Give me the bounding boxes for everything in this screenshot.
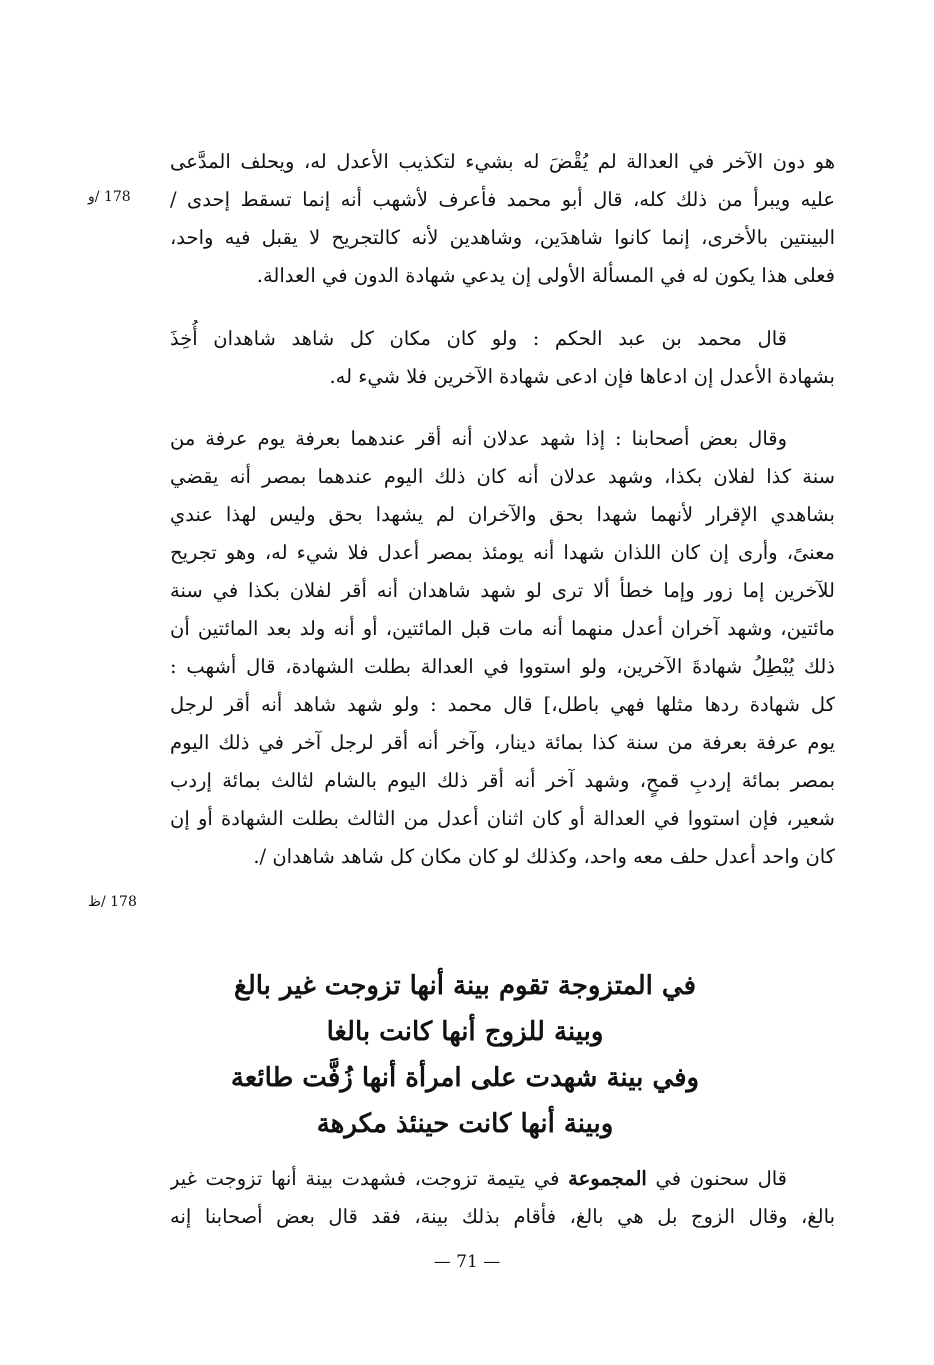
paragraph-line: قال محمد بن عبد الحكم : ولو كان مكان كل شاهد شاهدان أُخِذَ	[170, 327, 787, 350]
paragraph-line: يوم عرفة بعرفة من سنة كذا بمائة دينار، وآخر أنه أقر لرجل آخر في ذلك اليوم	[170, 731, 835, 754]
section-heading	[200, 963, 730, 1147]
paragraph-line: للآخرين إما زور وإما خطأ ألا ترى لو شهد شاهدان أنه أقر لفلان بكذا في سنة	[170, 579, 835, 602]
heading-line: في المتزوجة تقوم بينة أنها تزوجت غير بالغ	[234, 971, 696, 1001]
margin-folio-note-verso: 178 /ظ	[88, 894, 137, 910]
paragraph-line: معنىً، وأرى إن كان اللذان شهدا أنه يومئذ بمصر أعدل فلا شيء له، وهو تجريح	[170, 541, 835, 564]
paragraph-1	[170, 143, 835, 295]
paragraph-line: شعير، فإن استووا في العدالة أو كان اثنان أعدل من الثالث بطلت الشهادة أو إن	[170, 807, 835, 830]
page-number: — 71 —	[433, 1252, 501, 1272]
paragraph-line: البينتين بالأخرى، إنما كانوا شاهدَين، وشاهدين لأنه كالتجريح لا يقبل فيه واحد،	[170, 226, 835, 249]
paragraph-line: بشهادة الأعدل إن ادعاها فإن ادعى شهادة الآخرين فلا شيء له.	[329, 365, 835, 388]
paragraph-3	[170, 420, 835, 876]
paragraph-line: كان واحد أعدل حلف معه واحد، وكذلك لو كان مكان كل شاهد شاهدان /.	[253, 845, 835, 868]
paragraph-4	[170, 1160, 835, 1236]
paragraph-line: ذلك يُبْطِلُ شهادةَ الآخرين، ولو استووا في العدالة بطلت الشهادة، قال أشهب :	[170, 655, 835, 678]
heading-line: وفي بينة شهدت على امرأة أنها زُفَّت طائعة	[230, 1063, 700, 1093]
paragraph-2	[170, 320, 835, 396]
heading-line: وبينة للزوج أنها كانت بالغا	[326, 1017, 604, 1047]
paragraph-line: بشاهدي الإقرار لأنهما شهدا بحق والآخران لم يشهدا بحق وليس لهذا عندي	[170, 503, 835, 526]
book-title-emphasis: المجموعة	[568, 1167, 647, 1190]
paragraph-line: كل شهادة ردها مثلها فهي باطل،] قال محمد : ولو شهد شاهد أنه أقر لرجل	[170, 693, 835, 716]
margin-folio-note-recto: 178 /و	[88, 189, 131, 205]
paragraph-line	[170, 1160, 835, 1198]
text-run: قال سحنون في	[646, 1167, 788, 1190]
paragraph-line: عليه ويبرأ من ذلك كله، قال أبو محمد فأعرف لأشهب أنه إنما تسقط إحدى /	[170, 188, 835, 211]
paragraph-line: بمصر بمائة إردبِ قمحٍ، وشهد آخر أنه أقر ذلك اليوم بالشام لثالث بمائة إردب	[170, 769, 835, 792]
paragraph-line: فعلى هذا يكون له في المسألة الأولى إن يدعي شهادة الدون في العدالة.	[256, 264, 835, 287]
paragraph-line: بالغ، وقال الزوج بل هي بالغ، فأقام بذلك بينة، فقد قال بعض أصحابنا إنه	[170, 1205, 835, 1228]
paragraph-line: وقال بعض أصحابنا : إذا شهد عدلان أنه أقر عندهما بعرفة يوم عرفة من	[170, 427, 788, 450]
paragraph-line: مائتين، وشهد آخران أعدل منهما أنه مات قبل المائتين، أو أنه ولد بعد المائتين أن	[170, 617, 835, 640]
heading-line: وبينة أنها كانت حينئذ مكرهة	[316, 1109, 614, 1139]
paragraph-line: سنة كذا لفلان بكذا، وشهد عدلان أنه كان ذلك اليوم عندهما بمصر أنه يقضي	[170, 465, 835, 488]
paragraph-line: هو دون الآخر في العدالة لم يُقْضَ له بشيء لتكذيب الأعدل له، ويحلف المدَّعى	[170, 150, 835, 173]
text-run: في يتيمة تزوجت، فشهدت بينة أنها تزوجت غير	[170, 1167, 569, 1190]
